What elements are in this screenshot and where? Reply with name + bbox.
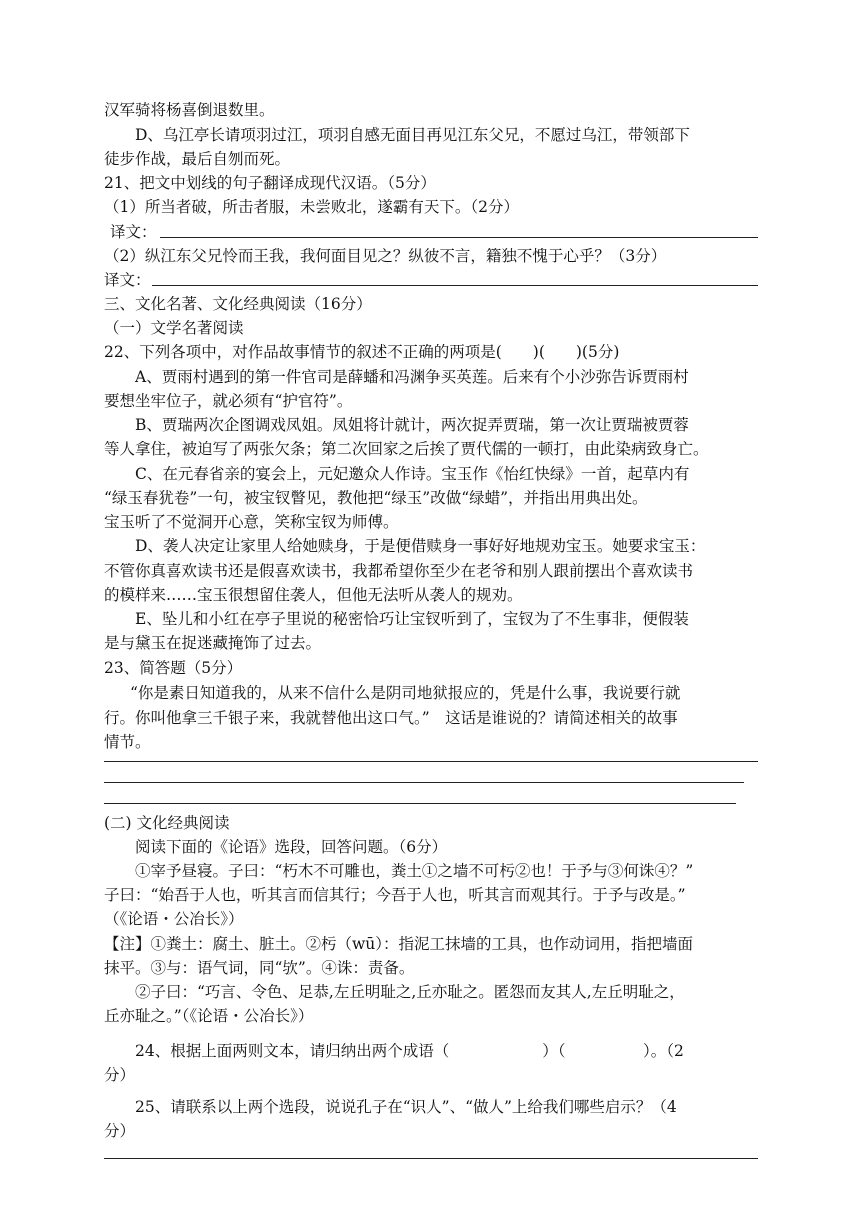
text-line: 等人拿住，被迫写了两张欠条；第二次回家之后挨了贾代儒的一顿打，由此染病致身亡。 — [104, 440, 709, 458]
answer-line-4[interactable] — [104, 782, 744, 783]
text-line: 要想坐牢位子，就必须有“护官符”。 — [104, 392, 353, 410]
text-line: 的模样来……宝玉很想留住袭人，但他无法听从袭人的规劝。 — [104, 586, 523, 604]
question-23: 23、简答题（5分） — [104, 659, 243, 677]
option-a: A、贾雨村遇到的第一件官司是薛蟠和冯渊争买英莲。后来有个小沙弥告诉贾雨村 — [135, 368, 689, 386]
text-line: 分） — [104, 1066, 136, 1084]
sub-question-1: （1）所当者破，所击者服，未尝败北，遂霸有天下。（2分） — [104, 198, 519, 216]
text-line: “绿玉春犹卷”一句，被宝钗瞥见，教他把“绿玉”改做“绿蜡”，并指出用典出处。 — [104, 489, 648, 507]
text-line: 抹平。③与：语气词，同“欤”。④诛：责备。 — [104, 959, 415, 977]
text-line: 不管你真喜欢读书还是假喜欢读书，我都希望你至少在老爷和别人跟前摆出个喜欢读书 — [104, 562, 694, 580]
quote-text: “你是素日知道我的，从来不信什么是阴司地狱报应的，凭是什么事，我说要行就 — [130, 684, 681, 702]
question-24: 24、根据上面两则文本，请归纳出两个成语（ ）（ ）。（2 — [135, 1042, 684, 1060]
answer-line-3[interactable] — [104, 761, 758, 762]
question-21: 21、把文中划线的句子翻译成现代汉语。（5分） — [104, 174, 436, 192]
question-25: 25、请联系以上两个选段，说说孔子在“识人”、“做人”上给我们哪些启示？（4 — [135, 1098, 677, 1116]
subsection-two-title: (二) 文化经典阅读 — [104, 814, 230, 832]
translation-label: 译文： — [110, 223, 157, 241]
source-citation: （《论语・公冶长》） — [104, 910, 244, 928]
answer-line-1[interactable] — [160, 237, 758, 238]
option-c: C、在元春省亲的宴会上，元妃邀众人作诗。宝玉作《怡红快绿》一首，起草内有 — [135, 465, 690, 483]
passage-one: ①宰予昼寝。子曰：“朽木不可雕也，粪土①之墙不可杇②也！于予与③何诛④？” — [135, 862, 694, 880]
annotation: 【注】①粪土：腐土、脏土。②杇（wū）：指泥工抹墙的工具，也作动词用，指把墙面 — [104, 935, 694, 953]
question-22: 22、下列各项中，对作品故事情节的叙述不正确的两项是( )( )(5分) — [104, 343, 620, 361]
answer-line-2[interactable] — [152, 285, 758, 286]
text-line: 是与黛玉在捉迷藏掩饰了过去。 — [104, 634, 322, 652]
section-three-title: 三、文化名著、文化经典阅读（16分） — [104, 295, 372, 313]
text-line: 宝玉听了不觉洞开心意，笑称宝钗为师傅。 — [104, 513, 399, 531]
option-d: D、乌江亭长请项羽过江，项羽自感无面目再见江东父兄，不愿过乌江，带领部下 — [135, 126, 690, 144]
text-line: 情节。 — [104, 733, 151, 751]
answer-line-5[interactable] — [104, 803, 736, 804]
text-line: 行。你叫他拿三千银子来，我就替他出这口气。” 这话是谁说的？请简述相关的故事 — [104, 709, 678, 727]
text-line: 汉军骑将杨喜倒退数里。 — [104, 101, 275, 119]
passage-two: ②子曰：“巧言、令色、足恭,左丘明耻之,丘亦耻之。匿怨而友其人,左丘明耻之， — [135, 983, 685, 1001]
option-d: D、袭人决定让家里人给她赎身，于是便借赎身一事好好地规劝宝玉。她要求宝玉： — [135, 537, 706, 555]
translation-label-1 — [104, 221, 759, 243]
source-citation: 丘亦耻之。”（《论语・公冶长》） — [104, 1007, 314, 1025]
subsection-title: （一）文学名著阅读 — [104, 319, 244, 337]
option-b: B、贾瑞两次企图调戏凤姐。凤姐将计就计，两次捉弄贾瑞，第一次让贾瑞被贾蓉 — [135, 416, 689, 434]
translation-label-2: 译文： — [104, 271, 151, 289]
text-line: 分） — [104, 1122, 136, 1140]
reading-instruction: 阅读下面的《论语》选段，回答问题。（6分） — [135, 838, 448, 856]
text-line: 子曰：“始吾于人也，听其言而信其行；今吾于人也，听其言而观其行。于予与改是。” — [104, 886, 686, 904]
sub-question-2: （2）纵江东父兄怜而王我，我何面目见之？纵彼不言，籍独不愧于心乎？（3分） — [104, 247, 667, 265]
text-line: 徒步作战，最后自刎而死。 — [104, 150, 291, 168]
answer-line-6[interactable] — [104, 1158, 758, 1159]
option-e: E、坠儿和小红在亭子里说的秘密恰巧让宝钗听到了，宝钗为了不生事非，便假装 — [135, 610, 689, 628]
